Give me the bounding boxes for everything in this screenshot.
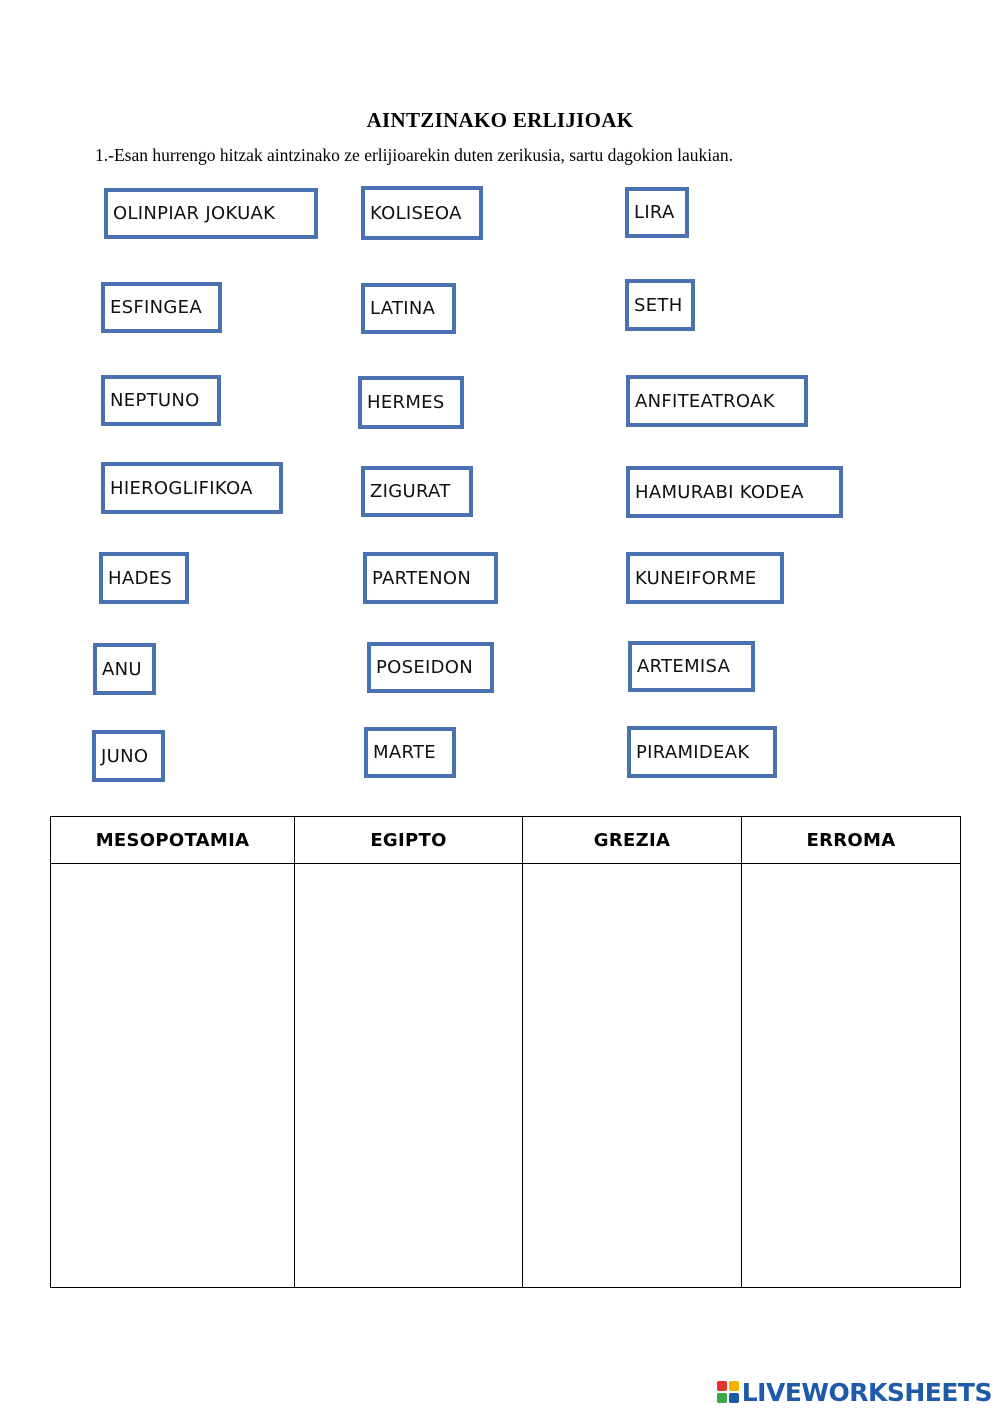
column-header-grezia: GREZIA [523,817,742,864]
word-box[interactable]: KUNEIFORME [626,552,784,604]
drop-zone-grezia[interactable] [523,864,742,1288]
word-box[interactable]: KOLISEOA [361,186,483,240]
worksheet-title: AINTZINAKO ERLIJIOAK [366,108,634,132]
sorting-table [50,816,961,1288]
word-box[interactable]: ESFINGEA [101,282,222,333]
instruction-text: 1.-Esan hurrengo hitzak aintzinako ze erlijioarekin duten zerikusia, sartu dagokion laukian. [95,145,734,165]
word-box[interactable]: HERMES [358,376,464,429]
word-box[interactable]: ANFITEATROAK [626,375,808,427]
word-box[interactable]: PIRAMIDEAK [627,726,777,778]
drop-zone-mesopotamia[interactable] [51,864,295,1288]
word-box[interactable]: JUNO [92,730,165,782]
word-box[interactable]: POSEIDON [367,642,494,693]
column-header-erroma: ERROMA [742,817,961,864]
word-box[interactable]: MARTE [364,727,456,778]
liveworksheets-logo [717,1377,992,1407]
word-box[interactable]: PARTENON [363,552,498,604]
drop-zone-egipto[interactable] [295,864,523,1288]
logo-text: LIVEWORKSHEETS [741,1377,992,1407]
drop-zone-erroma[interactable] [742,864,961,1288]
word-box[interactable]: ARTEMISA [628,641,755,692]
word-box[interactable]: ANU [93,643,156,695]
word-box[interactable]: HAMURABI KODEA [626,466,843,518]
word-box[interactable]: ZIGURAT [361,466,473,517]
word-box[interactable]: HIEROGLIFIKOA [101,462,283,514]
word-box[interactable]: LATINA [361,283,456,334]
word-box[interactable]: HADES [99,552,189,604]
column-header-mesopotamia: MESOPOTAMIA [51,817,295,864]
word-box[interactable]: NEPTUNO [101,375,221,426]
word-box[interactable]: LIRA [625,187,689,238]
column-header-egipto: EGIPTO [295,817,523,864]
word-box[interactable]: SETH [625,279,695,331]
liveworksheets-logo-icon [717,1381,739,1403]
word-box[interactable]: OLINPIAR JOKUAK [104,188,318,239]
